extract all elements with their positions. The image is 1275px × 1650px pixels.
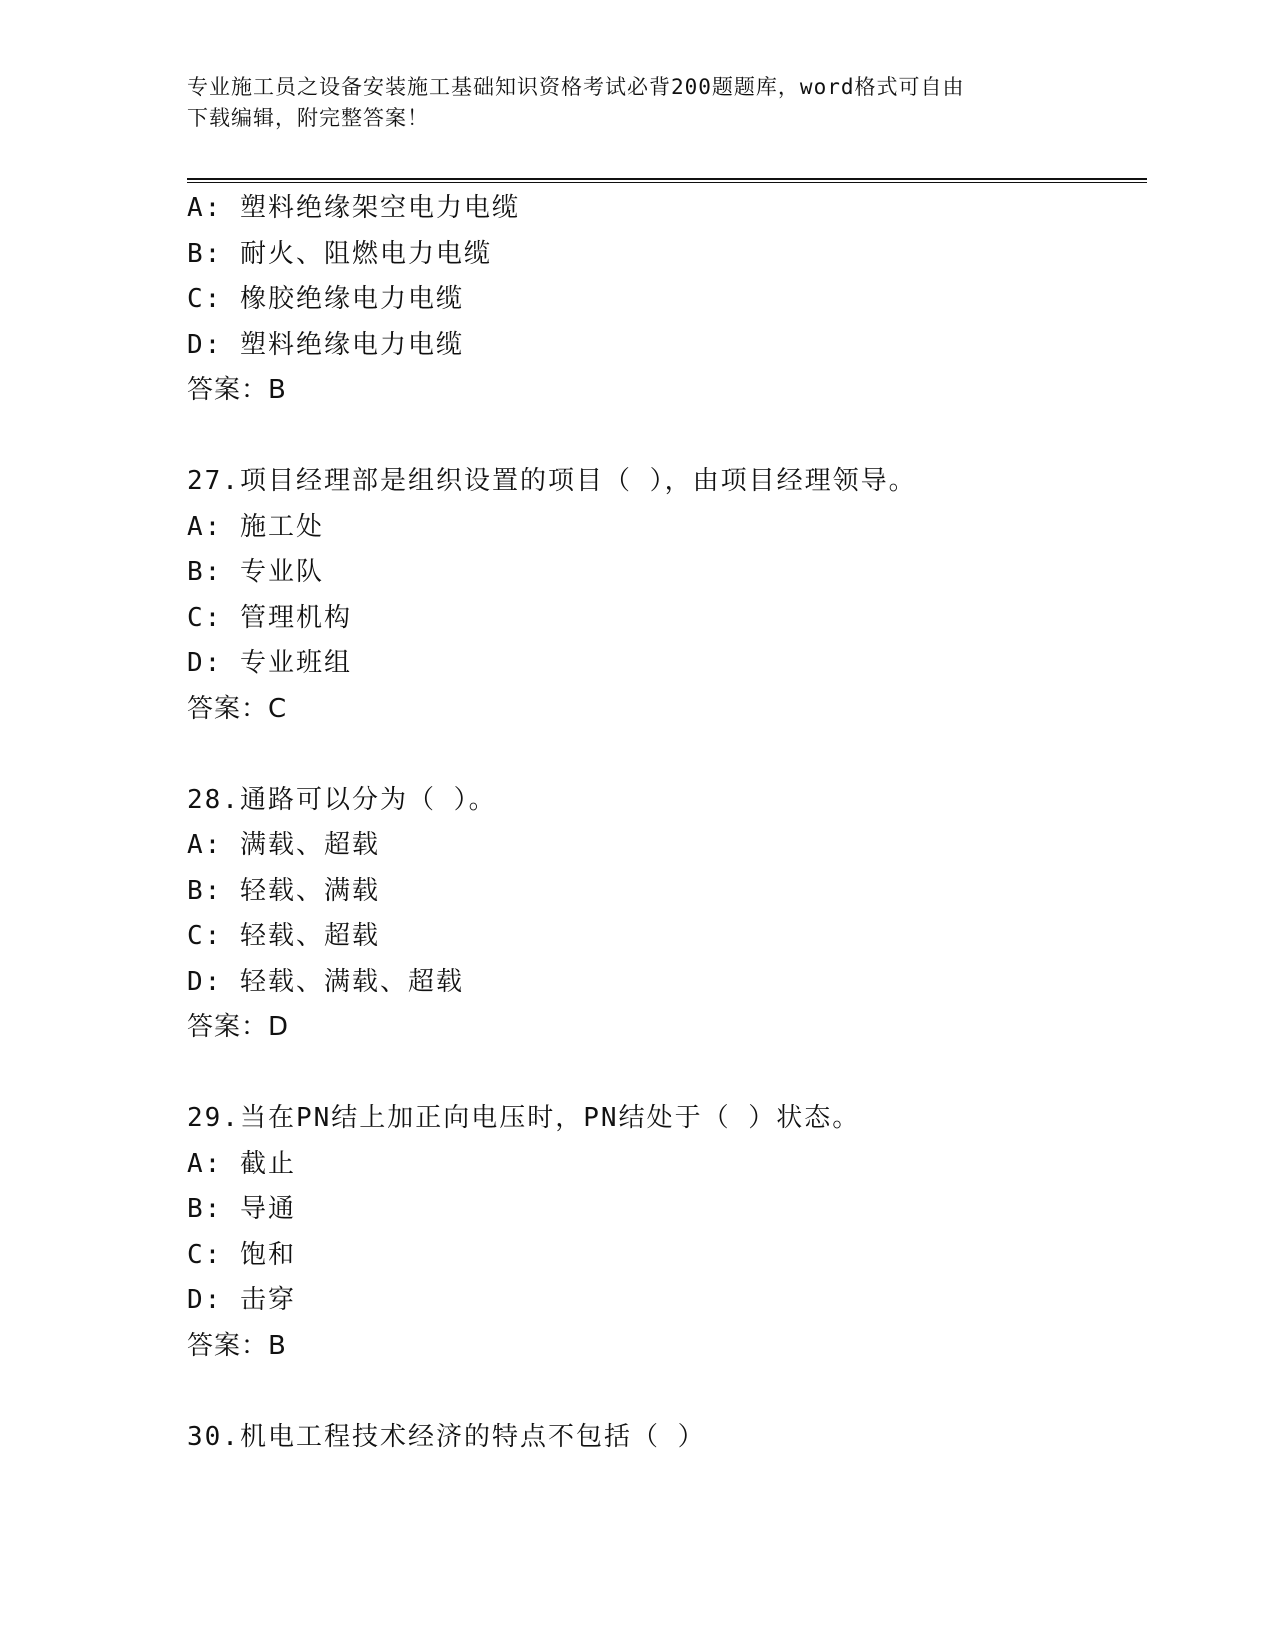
spacer	[187, 1369, 1147, 1415]
option-b: B: 轻载、满载	[187, 875, 380, 906]
option-d: D: 专业班组	[187, 648, 352, 678]
answer: 答案：D	[187, 1012, 290, 1042]
header-divider	[187, 178, 1147, 183]
answer: 答案：B	[187, 1330, 287, 1361]
question-26-block	[187, 186, 1147, 414]
document-header	[187, 72, 1067, 134]
header-line-2: 下载编辑，附完整答案！	[187, 106, 429, 130]
option-d: D: 击穿	[187, 1285, 296, 1315]
option-a: A: 施工处	[187, 511, 324, 542]
header-line-1: 专业施工员之设备安装施工基础知识资格考试必背200题题库，word格式可自由	[187, 75, 965, 99]
question-27-block	[187, 459, 1147, 732]
question-text: 27.项目经理部是组织设置的项目（ ），由项目经理领导。	[187, 466, 917, 496]
answer: 答案：C	[187, 693, 288, 724]
question-28-block	[187, 778, 1147, 1051]
question-text: 29.当在PN结上加正向电压时，PN结处于（ ）状态。	[187, 1103, 861, 1133]
spacer	[187, 732, 1147, 778]
option-b: B: 导通	[187, 1194, 296, 1224]
option-a: A: 满载、超载	[187, 830, 380, 860]
spacer	[187, 1051, 1147, 1097]
question-30-block	[187, 1415, 1147, 1461]
option-d: D: 塑料绝缘电力电缆	[187, 329, 464, 360]
answer: 答案：B	[187, 375, 287, 405]
question-text: 30.机电工程技术经济的特点不包括（ ）	[187, 1421, 706, 1452]
question-text: 28.通路可以分为（ ）。	[187, 784, 497, 815]
option-c: C: 轻载、超载	[187, 921, 380, 951]
option-b: B: 专业队	[187, 557, 324, 587]
option-d: D: 轻载、满载、超载	[187, 966, 464, 997]
question-list	[187, 186, 1147, 1460]
option-a: A: 塑料绝缘架空电力电缆	[187, 193, 520, 223]
question-29-block	[187, 1096, 1147, 1369]
option-c: C: 橡胶绝缘电力电缆	[187, 284, 464, 314]
spacer	[187, 414, 1147, 460]
option-c: C: 饱和	[187, 1239, 296, 1270]
option-a: A: 截止	[187, 1148, 296, 1179]
option-c: C: 管理机构	[187, 602, 352, 633]
option-b: B: 耐火、阻燃电力电缆	[187, 238, 492, 269]
